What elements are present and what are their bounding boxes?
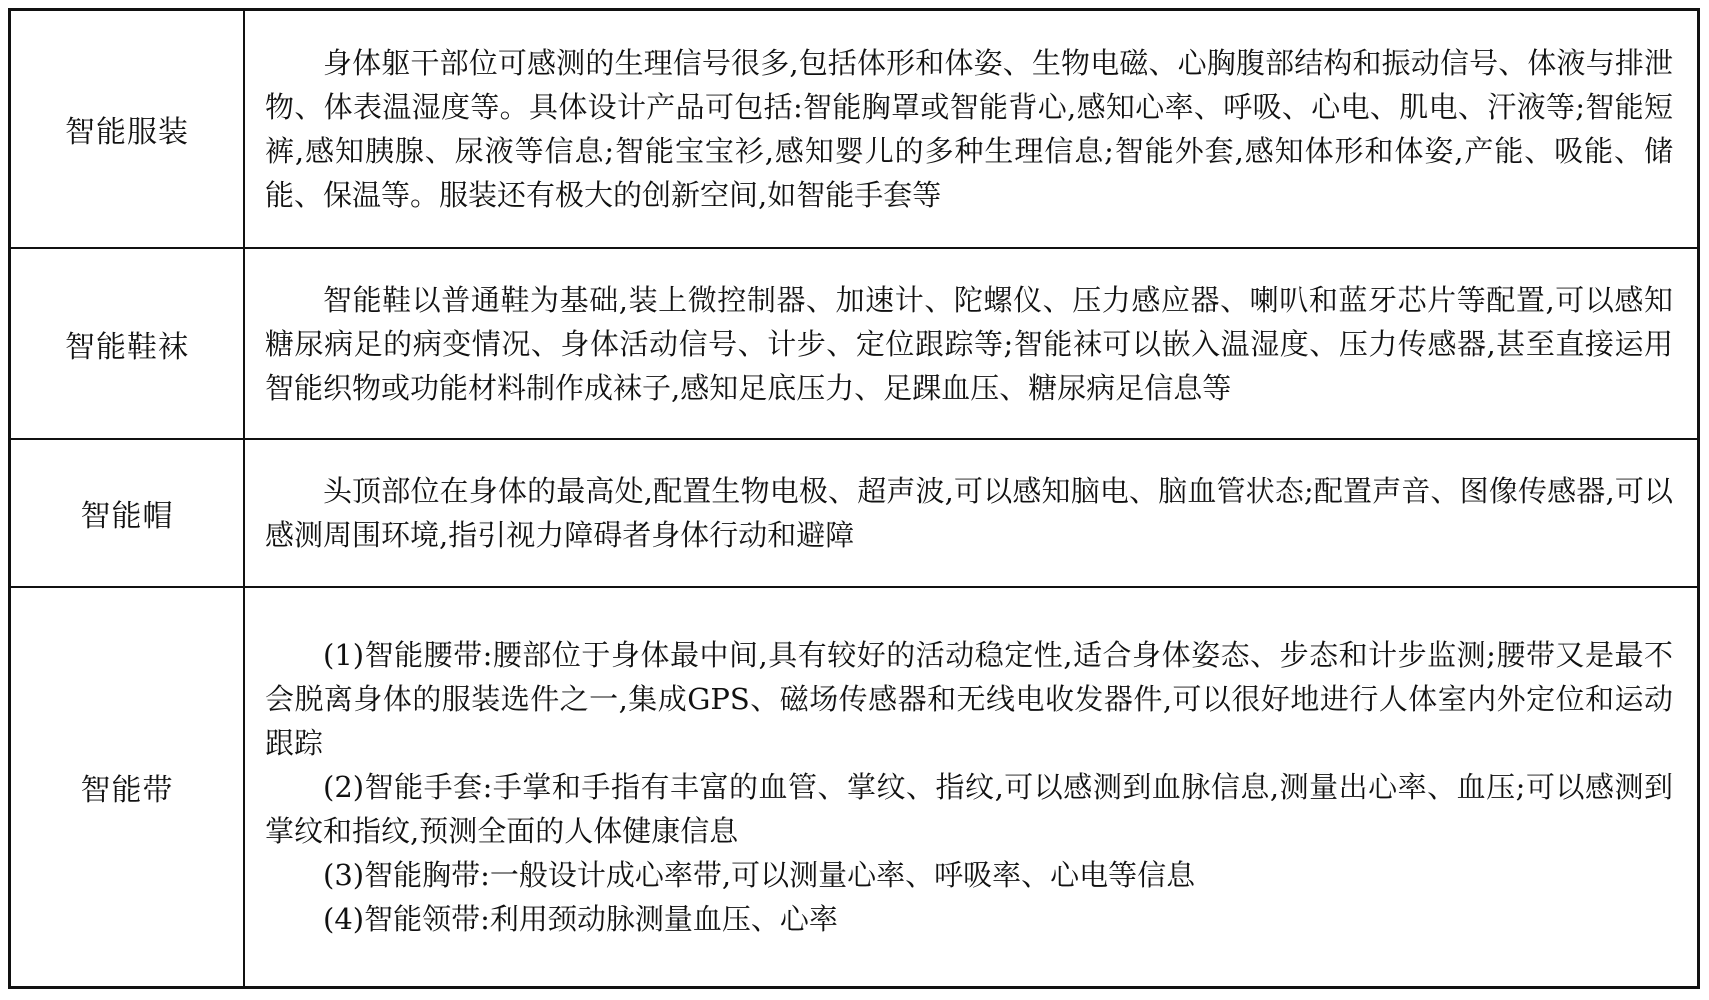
description-cell	[244, 10, 1699, 249]
category-cell: 智能鞋袜	[10, 248, 245, 439]
description-paragraph: (1)智能腰带:腰部位于身体最中间,具有较好的活动稳定性,适合身体姿态、步态和计步监测;腰带又是最不会脱离身体的服装选件之一,集成GPS、磁场传感器和无线电收发器件,可以很好地进行人体室内外定位和运动跟踪	[265, 638, 1673, 761]
smart-wearables-table	[8, 8, 1700, 989]
description-cell	[244, 587, 1699, 987]
table-row	[10, 248, 1699, 439]
description-paragraph: (3)智能胸带:一般设计成心率带,可以测量心率、呼吸率、心电等信息	[323, 858, 1196, 893]
description-cell	[244, 439, 1699, 587]
category-cell: 智能帽	[10, 439, 245, 587]
description-paragraph: 头顶部位在身体的最高处,配置生物电极、超声波,可以感知脑电、脑血管状态;配置声音、图像传感器,可以感测周围环境,指引视力障碍者身体行动和避障	[265, 474, 1673, 553]
table-row	[10, 439, 1699, 587]
description-paragraph: (4)智能领带:利用颈动脉测量血压、心率	[323, 902, 838, 937]
description-paragraph: 身体躯干部位可感测的生理信号很多,包括体形和体姿、生物电磁、心胸腹部结构和振动信号、体液与排泄物、体表温湿度等。具体设计产品可包括:智能胸罩或智能背心,感知心率、呼吸、心电、肌电、汗液等;智能短裤,感知胰腺、尿液等信息;智能宝宝衫,感知婴儿的多种生理信息;智能外套,感知体形和体姿,产能、吸能、储能、保温等。服装还有极大的创新空间,如智能手套等	[265, 46, 1673, 213]
description-cell	[244, 248, 1699, 439]
table-row	[10, 10, 1699, 249]
table-container	[8, 8, 1700, 989]
table-row	[10, 587, 1699, 987]
category-cell: 智能服装	[10, 10, 245, 249]
category-cell: 智能带	[10, 587, 245, 987]
description-paragraph: 智能鞋以普通鞋为基础,装上微控制器、加速计、陀螺仪、压力感应器、喇叭和蓝牙芯片等配置,可以感知糖尿病足的病变情况、身体活动信号、计步、定位跟踪等;智能袜可以嵌入温湿度、压力传感器,甚至直接运用智能织物或功能材料制作成袜子,感知足底压力、足踝血压、糖尿病足信息等	[265, 282, 1673, 405]
description-paragraph: (2)智能手套:手掌和手指有丰富的血管、掌纹、指纹,可以感测到血脉信息,测量出心率、血压;可以感测到掌纹和指纹,预测全面的人体健康信息	[265, 770, 1673, 849]
